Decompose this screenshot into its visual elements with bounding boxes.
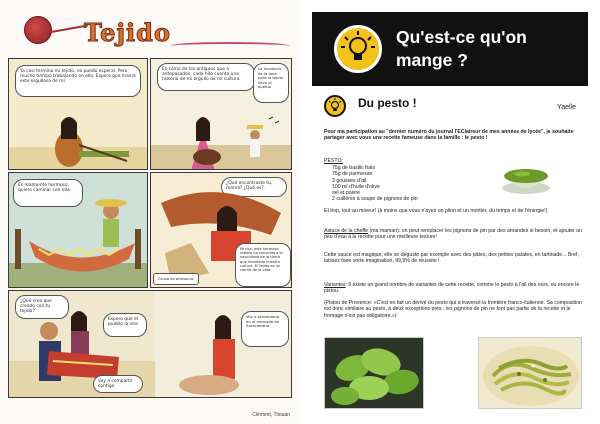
variants-label: Variantes [324, 282, 346, 288]
comic-header [0, 0, 300, 60]
chef-tip-label: Astuce de la cheffe [324, 228, 369, 234]
recipe-method: Et hop, tout au mixeur! (à moins que vous n'ayez un pilon et un mortier, du temps et de l'énergie!) [324, 208, 548, 214]
lightbulb-icon [334, 25, 382, 73]
section-title: Qu'est-ce qu'on mange ? [396, 27, 527, 70]
pesto-pasta-photo [478, 337, 582, 409]
speech-bubble: ¿Qué creo que creado con tu tejido? [15, 295, 69, 319]
ingredient-item: 2 cuillères à soupe de pignons de pin [332, 196, 418, 203]
serving-suggestion: Cette sauce est magique, elle se déguste par exemple avec des pâtes, des petites patates, en tartinade... Bref, laissez faire votre imagination, 99,9% de réussite ! [324, 252, 579, 265]
speech-bubble: ¿Qué encontraste tu, mamá? ¿Qué es? [221, 177, 287, 197]
speech-bubble: Ya casi termino mi tejido, no puedo esperar. Pero mucho tiempo trabajando en ello. Espero que mamá este orgullosa de mí. [15, 65, 141, 97]
recipe-title: Du pesto ! [358, 96, 417, 110]
variants-text: : Il existe un grand nombre de variantes de cette recette, comme le pesto à l'ail des ours, ou encore le pistou. [324, 282, 580, 295]
speech-bubble: Es cómo de los antiguos que a antepasados, cada hilo cuenta una historia de mi orgullo de mi cultura. [157, 63, 255, 91]
comic-panel-3 [8, 172, 148, 288]
village-scene-drawing [151, 95, 292, 170]
speech-bubble: Espero que el pueblo la vea [103, 313, 147, 337]
ingredients-label: PESTO: [324, 158, 343, 164]
ingredient-item: 75g de parmesan [332, 171, 373, 178]
pistou-note: (Pistou de Provence: «C'est en fait un dérivé du pesto qui a traversé la frontière franco-italienne. Sa composition est donc similaire au pesto, à deux exceptions près : les pignons de pin ne font pas partie de la recette et le fromage n'est pas obligatoire.») [324, 300, 582, 319]
comic-panel-4 [150, 172, 292, 288]
weaving-woman-drawing [9, 99, 148, 170]
speech-bubble: Es realmente hermoso, quiero caminar con ella. [13, 179, 83, 207]
chef-tip [324, 228, 582, 241]
basil-photo [324, 337, 424, 409]
speech-bubble: La recolecta de la lana para la tejido llevo al pueblo [253, 63, 289, 103]
author-name: Yaelle [557, 104, 576, 111]
comic-panel-5 [8, 290, 292, 398]
yarn-thread [48, 25, 88, 34]
comic-panel-1 [8, 58, 148, 170]
recipe-page [300, 0, 600, 424]
variants [324, 282, 582, 295]
speech-bubble: Mi hija, este hermoso rebozo ha conocido a la naturaleza de la tierra que heredado nuestra cultura. El tejido es un centro de la vida. [235, 243, 291, 287]
speech-bubble: Voy a presentarlo en el mercado de Amecameca [241, 311, 289, 347]
ingredient-item: sel et poivre [332, 190, 360, 197]
ingredient-item: 75g de basilic frais [332, 165, 375, 171]
thread-wave [170, 42, 290, 50]
recipe-intro: Pour ma participation au "dernier numéro du journal l'EClaireur de mes années de lycée", je souhaite partager avec vous une recette fameuse dans la famille : le pesto ! [324, 129, 574, 142]
ingredient-item: 3 gousses d'ail [332, 177, 367, 184]
ingredient-item: 100 ml d'huile d'olive [332, 183, 380, 190]
panel-label: Grupo de artesanos [153, 273, 199, 285]
pesto-bowl-image [500, 160, 552, 196]
ingredients-list [332, 165, 482, 203]
section-header [312, 12, 588, 86]
lightbulb-icon [324, 95, 346, 117]
yarn-ball-icon [24, 16, 52, 44]
comic-credit: Clément, Titouan [252, 412, 290, 418]
comic-panel-2 [150, 58, 292, 170]
comic-title: Tejido [84, 18, 171, 47]
hammock-scene-drawing [9, 193, 148, 288]
chef-tip-text: (ma maman): on peut remplacer les pignons de pin par des amandes si besoin, et ajouter un peu d'eau à la recette pour une meilleure texture! [324, 228, 582, 241]
speech-bubble: Voy a compartir contigo [93, 375, 143, 393]
